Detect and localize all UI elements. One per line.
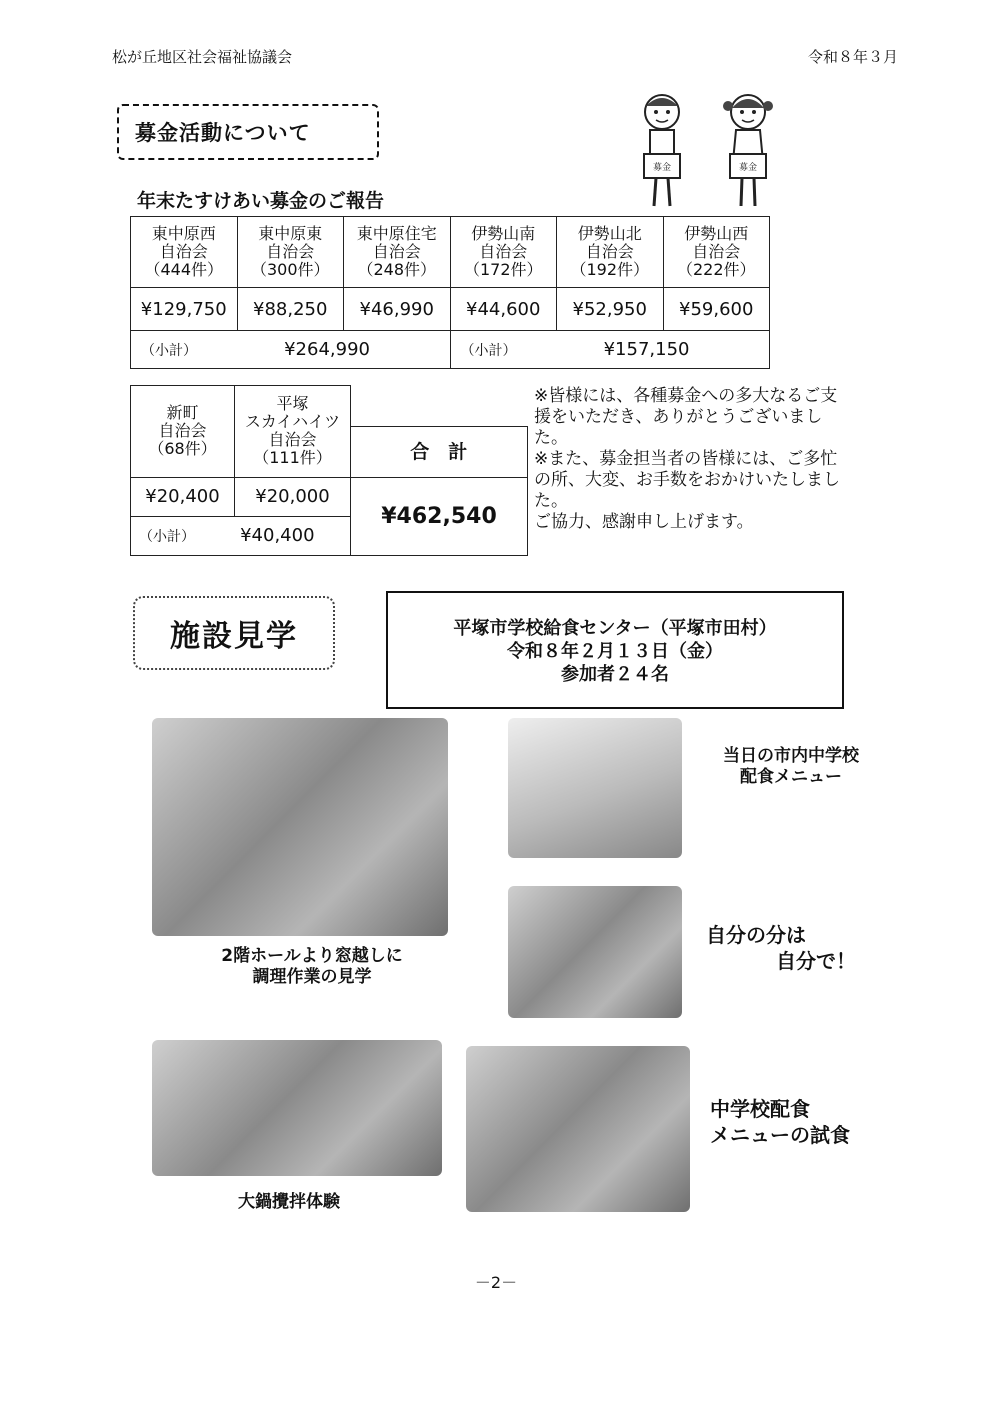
amount-cell: ¥59,600 bbox=[663, 288, 770, 331]
page-number: －2－ bbox=[474, 1273, 518, 1292]
total-label-cell: 合 計 bbox=[351, 386, 528, 478]
visit-participants: 参加者２４名 bbox=[561, 664, 669, 685]
grand-total-cell: ¥462,540 bbox=[351, 477, 528, 555]
amount-cell: ¥44,600 bbox=[450, 288, 557, 331]
boy-icon bbox=[636, 92, 688, 210]
amount-cell: ¥46,990 bbox=[344, 288, 451, 331]
association-cell: 伊勢山西 自治会 （222件） bbox=[663, 217, 770, 288]
association-cell: 東中原住宅 自治会 （248件） bbox=[344, 217, 451, 288]
menu-caption: 当日の市内中学校 配食メニュー bbox=[723, 746, 859, 787]
svg-text:募金: 募金 bbox=[652, 163, 672, 173]
subtotal-cell: （小計） ¥40,400 bbox=[131, 516, 351, 555]
association-cell: 東中原西 自治会 （444件） bbox=[131, 217, 238, 288]
amount-cell: ¥88,250 bbox=[237, 288, 344, 331]
association-cell: 新町 自治会 （68件） bbox=[131, 386, 235, 478]
visit-section-title: 施設見学 bbox=[133, 596, 335, 670]
girl-with-donation-box-illustration bbox=[722, 92, 774, 214]
table-row-amounts bbox=[131, 477, 528, 516]
subtotal-cell-right: （小計） ¥157,150 bbox=[450, 331, 770, 369]
amount-cell: ¥52,950 bbox=[557, 288, 664, 331]
pot-stirring-photo bbox=[152, 1040, 442, 1176]
table-row-amounts bbox=[131, 288, 770, 331]
girl-icon bbox=[722, 92, 774, 210]
donation-table-2 bbox=[130, 385, 528, 556]
visit-info-box bbox=[386, 591, 844, 709]
organization-name: 松が丘地区社会福祉協議会 bbox=[112, 48, 293, 66]
self-serve-photo bbox=[508, 886, 682, 1018]
visit-date: 令和８年２月１３日（金） bbox=[507, 641, 723, 662]
boy-with-donation-box-illustration bbox=[636, 92, 688, 214]
report-title: 年末たすけあい募金のご報告 bbox=[137, 190, 385, 212]
table-row-names bbox=[131, 217, 770, 288]
self-serve-caption: 自分の分は 自分で！ bbox=[706, 923, 856, 973]
amount-cell: ¥20,400 bbox=[131, 477, 235, 516]
kitchen-photo bbox=[152, 718, 448, 936]
issue-date: 令和８年３月 bbox=[808, 48, 899, 66]
tasting-caption: 中学校配食 メニューの試食 bbox=[710, 1097, 850, 1147]
visit-place: 平塚市学校給食センター（平塚市田村） bbox=[453, 618, 777, 639]
association-cell: 伊勢山南 自治会 （172件） bbox=[450, 217, 557, 288]
fundraising-section-title: 募金活動について bbox=[117, 104, 379, 160]
association-cell: 東中原東 自治会 （300件） bbox=[237, 217, 344, 288]
association-cell: 平塚 スカイハイツ 自治会 （111件） bbox=[235, 386, 351, 478]
thank-you-note: ※皆様には、各種募金への多大なるご支 援をいただき、ありがとうございまし た。 ※また、募金担当者の皆様には、ご多忙 の所、大変、お手数をおかけいたしまし た。 ご協力、感謝申し上げます。 bbox=[534, 386, 840, 532]
table-row-names bbox=[131, 386, 528, 478]
association-cell: 伊勢山北 自治会 （192件） bbox=[557, 217, 664, 288]
table-row-subtotals bbox=[131, 331, 770, 369]
tasting-photo bbox=[466, 1046, 690, 1212]
svg-text:募金: 募金 bbox=[738, 163, 758, 173]
kitchen-caption: 2階ホールより窓越しに 調理作業の見学 bbox=[221, 946, 403, 987]
amount-cell: ¥129,750 bbox=[131, 288, 238, 331]
subtotal-cell-left: （小計） ¥264,990 bbox=[131, 331, 451, 369]
pot-caption: 大鍋攪拌体験 bbox=[238, 1192, 340, 1212]
menu-photo bbox=[508, 718, 682, 858]
amount-cell: ¥20,000 bbox=[235, 477, 351, 516]
donation-table-1 bbox=[130, 216, 770, 369]
